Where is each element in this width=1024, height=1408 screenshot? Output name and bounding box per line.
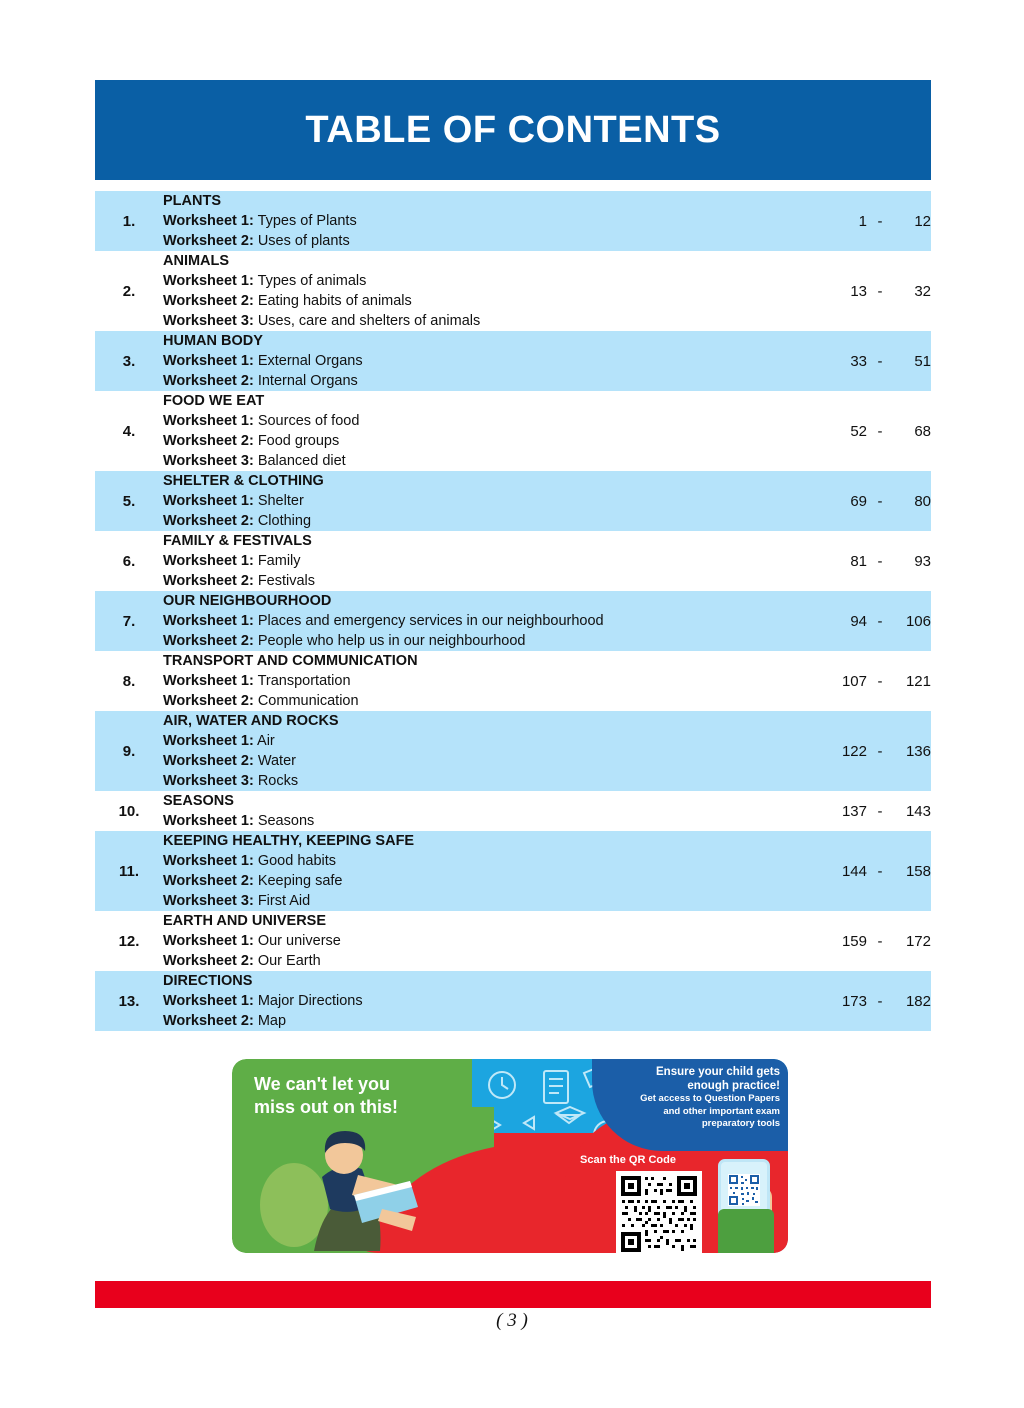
page-from: 122	[841, 742, 867, 760]
table-of-contents-table	[95, 191, 931, 1031]
page-range-dash: -	[877, 992, 883, 1010]
worksheet-line	[163, 871, 803, 891]
worksheet-line	[163, 371, 803, 391]
worksheet-line	[163, 671, 803, 691]
chapter-title: TRANSPORT AND COMMUNICATION	[163, 653, 418, 669]
worksheet-title: Our Earth	[253, 953, 321, 969]
worksheet-title: Places and emergency services in our neighbourhood	[253, 613, 604, 629]
table-row	[95, 391, 931, 471]
page-from: 137	[841, 802, 867, 820]
page-range-cell	[803, 651, 931, 711]
worksheet-title: Our universe	[253, 933, 341, 949]
worksheet-line	[163, 291, 803, 311]
page-range-dash: -	[877, 742, 883, 760]
worksheet-label: Worksheet 2:	[163, 433, 254, 449]
chapter-cell	[163, 711, 803, 791]
worksheet-label: Worksheet 2:	[163, 953, 254, 969]
page-to: 93	[914, 552, 931, 570]
page-range-dash: -	[877, 352, 883, 370]
worksheet-label: Worksheet 3:	[163, 453, 254, 469]
chapter-cell	[163, 531, 803, 591]
worksheet-label: Worksheet 1:	[163, 933, 254, 949]
page-range-cell	[803, 471, 931, 531]
worksheet-title: External Organs	[253, 353, 363, 369]
worksheet-label: Worksheet 1:	[163, 493, 254, 509]
page-range-cell	[803, 391, 931, 471]
page-range-cell	[803, 791, 931, 831]
page-to: 121	[905, 672, 931, 690]
worksheet-title: Balanced diet	[253, 453, 346, 469]
worksheet-title: Types of animals	[253, 273, 367, 289]
row-number: 11.	[118, 862, 140, 880]
worksheet-line	[163, 431, 803, 451]
worksheet-title: Family	[253, 553, 301, 569]
worksheet-title: Uses, care and shelters of animals	[253, 313, 481, 329]
promo-subtext-line3: Get access to Question Papers	[640, 1093, 780, 1104]
worksheet-label: Worksheet 1:	[163, 273, 254, 289]
page-from: 33	[850, 352, 867, 370]
page-range-dash: -	[877, 672, 883, 690]
worksheet-label: Worksheet 2:	[163, 293, 254, 309]
worksheet-line	[163, 411, 803, 431]
chapter-cell	[163, 831, 803, 911]
table-row	[95, 331, 931, 391]
hand-sleeve	[718, 1209, 774, 1253]
page-title: TABLE OF CONTENTS	[305, 108, 721, 151]
page-range-dash: -	[877, 212, 883, 230]
page-from: 52	[850, 422, 867, 440]
row-number: 13.	[118, 992, 140, 1010]
table-row	[95, 531, 931, 591]
page-from: 81	[850, 552, 867, 570]
page-range	[803, 423, 931, 440]
chapter-cell	[163, 651, 803, 711]
qr-code[interactable]	[616, 1171, 702, 1253]
worksheet-line	[163, 351, 803, 371]
worksheet-title: Water	[253, 753, 296, 769]
chapter-cell	[163, 971, 803, 1031]
page-range-dash: -	[877, 552, 883, 570]
page-range	[803, 743, 931, 760]
page-range	[803, 863, 931, 880]
page-range-cell	[803, 591, 931, 651]
table-row	[95, 971, 931, 1031]
table-row	[95, 831, 931, 911]
worksheet-title: People who help us in our neighbourhood	[253, 633, 526, 649]
row-number: 7.	[122, 612, 136, 630]
chapter-title: KEEPING HEALTHY, KEEPING SAFE	[163, 833, 415, 849]
worksheet-line	[163, 891, 803, 911]
chapter-title: HUMAN BODY	[163, 333, 263, 349]
worksheet-label: Worksheet 1:	[163, 553, 254, 569]
page-from: 1	[858, 212, 867, 230]
page-from: 173	[841, 992, 867, 1010]
worksheet-line	[163, 751, 803, 771]
worksheet-line	[163, 1011, 803, 1031]
worksheet-label: Worksheet 1:	[163, 673, 254, 689]
page-range	[803, 993, 931, 1010]
page-to: 32	[914, 282, 931, 300]
footer-bar	[95, 1281, 931, 1308]
page-from: 13	[850, 282, 867, 300]
page-range	[803, 353, 931, 370]
chapter-title: PLANTS	[163, 193, 221, 209]
table-row	[95, 711, 931, 791]
chapter-title: FAMILY & FESTIVALS	[163, 533, 312, 549]
worksheet-title: Good habits	[253, 853, 337, 869]
row-number: 5.	[122, 492, 136, 510]
worksheet-label: Worksheet 1:	[163, 813, 254, 829]
worksheet-title: Eating habits of animals	[253, 293, 412, 309]
page-range-cell	[803, 191, 931, 251]
page-range	[803, 493, 931, 510]
worksheet-line	[163, 311, 803, 331]
worksheet-label: Worksheet 2:	[163, 633, 254, 649]
worksheet-line	[163, 571, 803, 591]
chapter-cell	[163, 331, 803, 391]
page-range-dash: -	[877, 492, 883, 510]
row-number: 10.	[118, 802, 140, 820]
worksheet-label: Worksheet 1:	[163, 853, 254, 869]
page-to: 68	[914, 422, 931, 440]
qr-code-image	[619, 1174, 699, 1253]
page-to: 12	[914, 212, 931, 230]
table-row	[95, 591, 931, 651]
chapter-title: SEASONS	[163, 793, 234, 809]
chapter-cell	[163, 391, 803, 471]
worksheet-label: Worksheet 2:	[163, 373, 254, 389]
page-range-dash: -	[877, 282, 883, 300]
worksheet-line	[163, 771, 803, 791]
promo-subtext-line5: preparatory tools	[701, 1118, 780, 1129]
page-range	[803, 553, 931, 570]
worksheet-line	[163, 551, 803, 571]
worksheet-label: Worksheet 1:	[163, 413, 254, 429]
promo-banner[interactable]	[232, 1059, 788, 1253]
chapter-cell	[163, 251, 803, 331]
row-number: 12.	[118, 932, 140, 950]
worksheet-label: Worksheet 1:	[163, 733, 254, 749]
worksheet-label: Worksheet 2:	[163, 693, 254, 709]
row-number: 6.	[122, 552, 136, 570]
worksheet-line	[163, 991, 803, 1011]
worksheet-label: Worksheet 1:	[163, 613, 254, 629]
worksheet-label: Worksheet 2:	[163, 873, 254, 889]
student-illustration	[258, 1113, 433, 1253]
row-number: 2.	[122, 282, 136, 300]
page-range	[803, 803, 931, 820]
page-range-cell	[803, 971, 931, 1031]
page-to: 182	[905, 992, 931, 1010]
worksheet-line	[163, 951, 803, 971]
page-to: 143	[905, 802, 931, 820]
page-range-dash: -	[877, 862, 883, 880]
worksheet-title: Sources of food	[253, 413, 360, 429]
chapter-title: FOOD WE EAT	[163, 393, 265, 409]
page-from: 107	[841, 672, 867, 690]
chapter-cell	[163, 471, 803, 531]
worksheet-title: Shelter	[253, 493, 304, 509]
chapter-cell	[163, 911, 803, 971]
page-range	[803, 213, 931, 230]
page-from: 94	[850, 612, 867, 630]
promo-headline-line2: miss out on this!	[254, 1097, 398, 1117]
chapter-title: DIRECTIONS	[163, 973, 253, 989]
promo-headline	[254, 1073, 484, 1119]
table-row	[95, 471, 931, 531]
page-range-dash: -	[877, 802, 883, 820]
worksheet-title: Air	[253, 733, 275, 749]
phone-qr-icon	[728, 1174, 760, 1206]
worksheet-label: Worksheet 2:	[163, 1013, 254, 1029]
worksheet-line	[163, 851, 803, 871]
worksheet-title: Keeping safe	[253, 873, 343, 889]
worksheet-line	[163, 231, 803, 251]
row-number: 1.	[122, 212, 136, 230]
page-number: ( 3 )	[496, 1310, 528, 1331]
page-range-cell	[803, 911, 931, 971]
page-range	[803, 933, 931, 950]
page-range-cell	[803, 711, 931, 791]
chapter-cell	[163, 191, 803, 251]
table-row	[95, 651, 931, 711]
worksheet-title: Food groups	[253, 433, 340, 449]
chapter-title: ANIMALS	[163, 253, 230, 269]
page-range	[803, 613, 931, 630]
page-range	[803, 673, 931, 690]
worksheet-label: Worksheet 3:	[163, 893, 254, 909]
promo-headline-line1: We can't let you	[254, 1074, 390, 1094]
worksheet-title: Festivals	[253, 573, 316, 589]
promo-subtext-line2: enough practice!	[687, 1080, 780, 1092]
table-of-contents-header	[95, 80, 931, 180]
promo-subtext-line1: Ensure your child gets	[656, 1066, 780, 1078]
worksheet-label: Worksheet 2:	[163, 233, 254, 249]
worksheet-line	[163, 451, 803, 471]
page-range-dash: -	[877, 422, 883, 440]
page-range-cell	[803, 831, 931, 911]
promo-subtext-line4: and other important exam	[663, 1105, 780, 1117]
worksheet-title: First Aid	[253, 893, 311, 909]
worksheet-line	[163, 931, 803, 951]
promo-subtext	[596, 1065, 780, 1131]
chapter-cell	[163, 591, 803, 651]
row-number: 4.	[122, 422, 136, 440]
chapter-title: AIR, WATER AND ROCKS	[163, 713, 339, 729]
worksheet-label: Worksheet 2:	[163, 573, 254, 589]
worksheet-line	[163, 691, 803, 711]
worksheet-line	[163, 811, 803, 831]
worksheet-title: Communication	[253, 693, 359, 709]
worksheet-title: Major Directions	[253, 993, 363, 1009]
worksheet-label: Worksheet 1:	[163, 993, 254, 1009]
chapter-title: OUR NEIGHBOURHOOD	[163, 593, 332, 609]
page-to: 51	[914, 352, 931, 370]
worksheet-label: Worksheet 1:	[163, 353, 254, 369]
worksheet-line	[163, 491, 803, 511]
row-number: 3.	[122, 352, 136, 370]
page-to: 136	[905, 742, 931, 760]
table-row	[95, 251, 931, 331]
page-to: 158	[905, 862, 931, 880]
worksheet-label: Worksheet 3:	[163, 773, 254, 789]
page-range-cell	[803, 331, 931, 391]
worksheet-title: Internal Organs	[253, 373, 358, 389]
worksheet-label: Worksheet 1:	[163, 213, 254, 229]
page-to: 172	[905, 932, 931, 950]
worksheet-line	[163, 731, 803, 751]
worksheet-label: Worksheet 3:	[163, 313, 254, 329]
page-range-cell	[803, 531, 931, 591]
worksheet-line	[163, 611, 803, 631]
worksheet-title: Clothing	[253, 513, 312, 529]
worksheet-label: Worksheet 2:	[163, 513, 254, 529]
chapter-title: EARTH AND UNIVERSE	[163, 913, 327, 929]
table-row	[95, 791, 931, 831]
page-range-dash: -	[877, 612, 883, 630]
row-number: 8.	[122, 672, 136, 690]
chapter-cell	[163, 791, 803, 831]
page-range-dash: -	[877, 932, 883, 950]
worksheet-line	[163, 271, 803, 291]
worksheet-line	[163, 211, 803, 231]
worksheet-title: Rocks	[253, 773, 299, 789]
scan-qr-label: Scan the QR Code	[580, 1154, 676, 1166]
promo-banner-artwork	[232, 1059, 788, 1253]
table-row	[95, 191, 931, 251]
worksheet-title: Seasons	[253, 813, 315, 829]
page-range	[803, 283, 931, 300]
page-from: 144	[841, 862, 867, 880]
table-row	[95, 911, 931, 971]
page-to: 106	[905, 612, 931, 630]
worksheet-title: Map	[253, 1013, 287, 1029]
worksheet-label: Worksheet 2:	[163, 753, 254, 769]
page-from: 159	[841, 932, 867, 950]
worksheet-line	[163, 511, 803, 531]
page-to: 80	[914, 492, 931, 510]
row-number: 9.	[122, 742, 136, 760]
worksheet-title: Transportation	[253, 673, 351, 689]
page-range-cell	[803, 251, 931, 331]
worksheet-title: Types of Plants	[253, 213, 357, 229]
worksheet-line	[163, 631, 803, 651]
chapter-title: SHELTER & CLOTHING	[163, 473, 324, 489]
page-from: 69	[850, 492, 867, 510]
worksheet-title: Uses of plants	[253, 233, 350, 249]
